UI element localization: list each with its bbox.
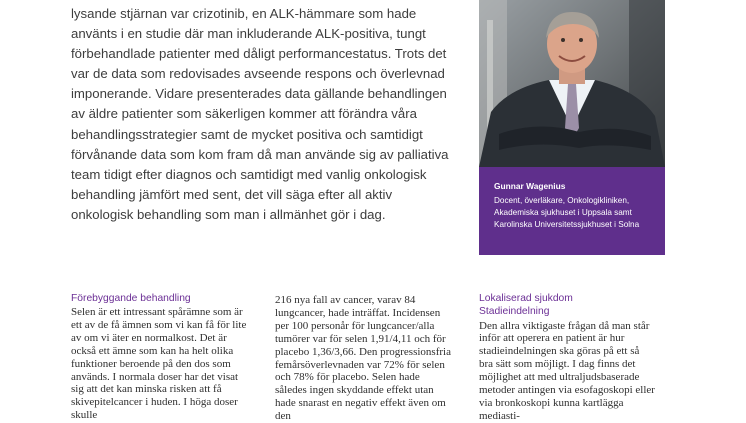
column-selen-results [275,294,451,423]
author-name: Gunnar Wagenius [494,181,566,191]
author-caption [479,167,665,255]
column-text: Selen är ett intressant spårämne som är ett av de få ämnen som vi kan få för lite av om vi äter en normalkost. Det är också ett ämne som kan ha helt olika funktioner beroende på den dos som används. I normala doser har det visat sig att det kan minska risken att få skivepitelcancer i huden. I höga doser skulle [71,306,247,422]
column-text: 216 nya fall av cancer, varav 84 lungcancer, hade inträffat. Incidensen per 100 personår för lungcancer/alla tumörer var för selen 1,91/4,11 och för placebo 1,36/3,66. Den progressionsfria femårsöverlevnaden var 72% för selen och 78% för placebo. Selen hade således ingen skyddande effekt utan hade snarast en negativ effekt även om den [275,294,451,423]
column-preventive-treatment [71,292,247,422]
intro-paragraph: lysande stjärnan var crizotinib, en ALK-hämmare som hade använts i en studie där man inkluderande ALK-positiva, tungt förbehandlade patienter med dåligt performancestatus. Trots det var de data som redovisades avseende respons och överlevnad imponerande. Vidare presenterades data gällande behandlingen av äldre patienter som säkerligen kommer att förändra våra behandlingsstrategier samt de mycket positiva och samtidigt förvånande data som kom fram då man använde sig av palliativa team tidigt efter diagnos och samtidigt med vanlig onkologisk behandling jämfört med sent, det vill säga efter all aktiv onkologisk behandling som man i allmänhet gör i dag. [71,6,449,222]
column-text: Den allra viktigaste frågan då man står inför att operera en patient är hur stadieindelningen ska göras på ett så bra sätt som möjligt. I dag finns det möjlighet att med ultraljudsbaserade metoder antingen via esofagoskopi eller via bronkoskopi kunna kartlägga mediasti- [479,319,655,422]
author-role: Docent, överläkare, Onkologikliniken, Akademiska sjukhuset i Uppsala samt Karolinska Universitetssjukhuset i Solna [494,196,640,230]
column-localized-disease [479,292,655,423]
author-photo-illustration [479,0,665,167]
author-photo [479,0,665,167]
section-heading-localized: Lokaliserad sjukdom [479,293,573,304]
section-heading-preventive: Förebyggande behandling [71,293,191,304]
section-subheading-staging: Stadieindelning [479,306,550,317]
